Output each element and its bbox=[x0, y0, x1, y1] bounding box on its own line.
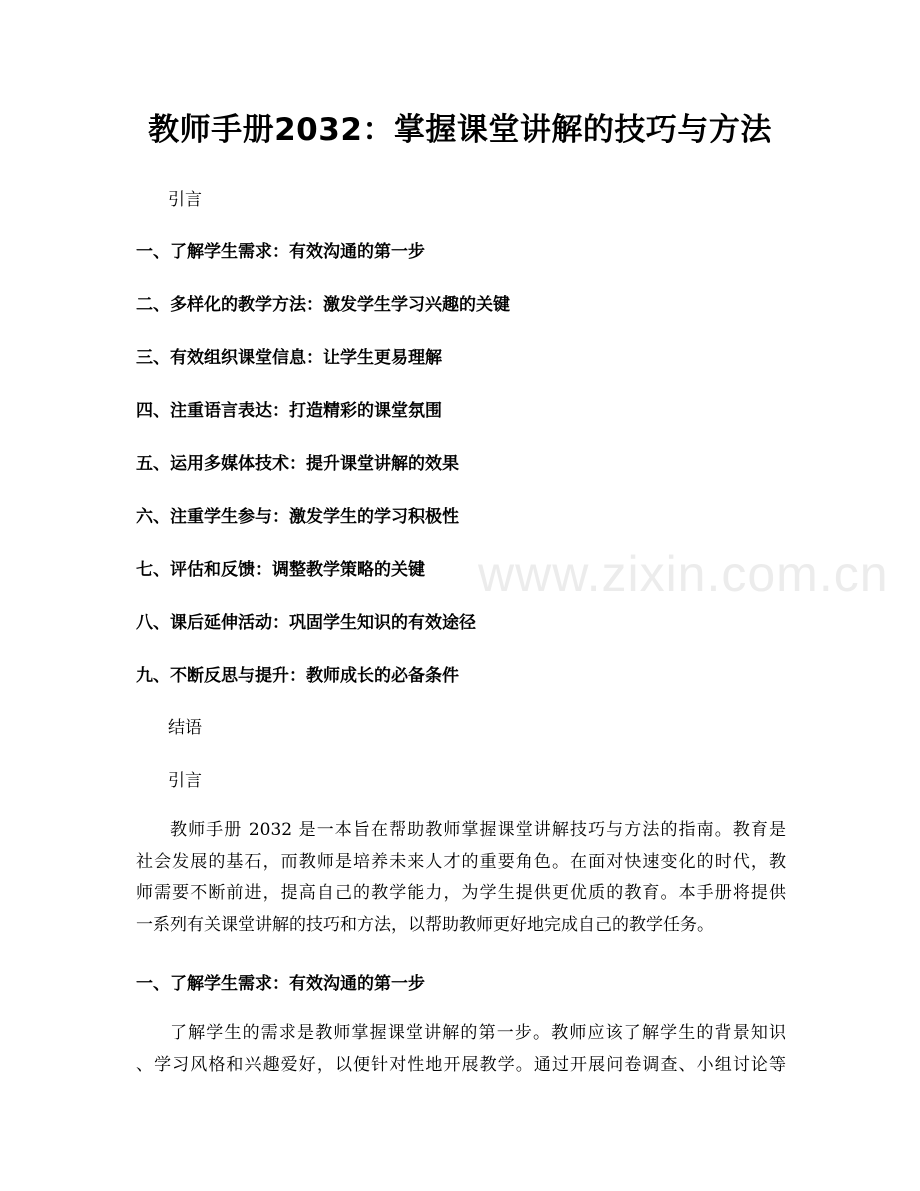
toc-item-7: 七、评估和反馈：调整教学策略的关键 bbox=[136, 560, 425, 580]
section-1-line: 、学习风格和兴趣爱好，以便针对性地开展教学。通过开展问卷调查、小组讨论等 bbox=[136, 1054, 786, 1075]
intro-line: 教师手册 2032 是一本旨在帮助教师掌握课堂讲解技巧与方法的指南。教育是 bbox=[170, 820, 786, 840]
toc-item-9: 九、不断反思与提升：教师成长的必备条件 bbox=[136, 666, 459, 686]
toc-item-4: 四、注重语言表达：打造精彩的课堂氛围 bbox=[136, 401, 442, 421]
document-title: 教师手册2032：掌握课堂讲解的技巧与方法 bbox=[148, 112, 772, 148]
intro-paragraph bbox=[136, 815, 786, 941]
toc-item-5: 五、运用多媒体技术：提升课堂讲解的效果 bbox=[136, 454, 459, 474]
section-1-line: 了解学生的需求是教师掌握课堂讲解的第一步。教师应该了解学生的背景知识 bbox=[170, 1023, 786, 1043]
intro-line: 师需要不断前进，提高自己的教学能力，为学生提供更优质的教育。本手册将提供 bbox=[136, 883, 786, 903]
toc-item-2: 二、多样化的教学方法：激发学生学习兴趣的关键 bbox=[136, 295, 510, 315]
toc-item-6: 六、注重学生参与：激发学生的学习积极性 bbox=[136, 507, 459, 527]
watermark: www.zixin.com.cn bbox=[478, 546, 889, 602]
intro-heading: 引言 bbox=[168, 771, 202, 791]
section-1-heading: 一、了解学生需求：有效沟通的第一步 bbox=[136, 974, 425, 994]
intro-line: 社会发展的基石，而教师是培养未来人才的重要角色。在面对快速变化的时代，教 bbox=[136, 851, 786, 872]
toc-item-3: 三、有效组织课堂信息：让学生更易理解 bbox=[136, 348, 442, 368]
toc-conclusion: 结语 bbox=[168, 718, 202, 738]
toc-item-1: 一、了解学生需求：有效沟通的第一步 bbox=[136, 242, 425, 262]
toc-item-8: 八、课后延伸活动：巩固学生知识的有效途径 bbox=[136, 613, 476, 633]
toc-intro: 引言 bbox=[168, 190, 202, 210]
intro-line: 一系列有关课堂讲解的技巧和方法，以帮助教师更好地完成自己的教学任务。 bbox=[136, 914, 714, 935]
section-1-paragraph bbox=[136, 1018, 786, 1081]
